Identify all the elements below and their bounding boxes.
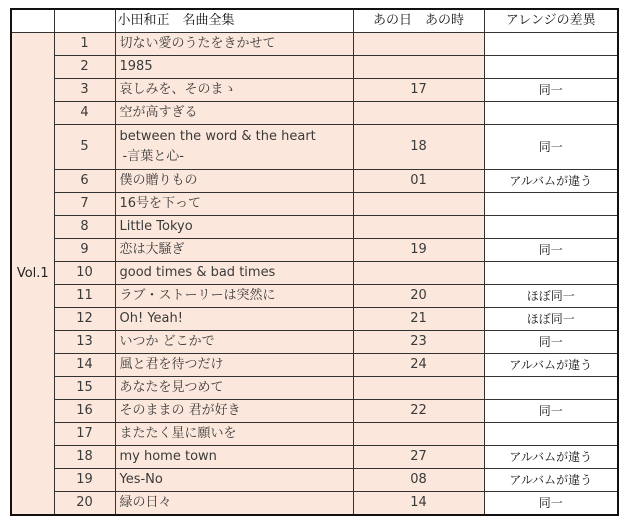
arrange-diff-cell[interactable]: アルバムが違う bbox=[484, 170, 618, 193]
arrange-diff-cell[interactable]: 同一 bbox=[484, 125, 618, 170]
arrange-diff-cell[interactable] bbox=[484, 193, 618, 216]
track-number-cell[interactable]: 8 bbox=[54, 216, 115, 239]
arrange-diff-cell[interactable] bbox=[484, 33, 618, 56]
table-row bbox=[11, 170, 618, 193]
arrange-diff-cell[interactable]: 同一 bbox=[484, 239, 618, 262]
anohi-track-cell[interactable] bbox=[353, 33, 484, 56]
track-number-cell[interactable]: 9 bbox=[54, 239, 115, 262]
arrange-diff-cell[interactable] bbox=[484, 262, 618, 285]
track-number-cell[interactable]: 10 bbox=[54, 262, 115, 285]
table-row bbox=[11, 446, 618, 469]
anohi-track-cell[interactable]: 17 bbox=[353, 79, 484, 102]
anohi-track-cell[interactable] bbox=[353, 377, 484, 400]
table-row bbox=[11, 285, 618, 308]
track-number-cell[interactable]: 12 bbox=[54, 308, 115, 331]
table-row bbox=[11, 79, 618, 102]
song-title-cell[interactable]: 僕の贈りもの bbox=[115, 170, 353, 193]
table-row bbox=[11, 354, 618, 377]
anohi-track-cell[interactable] bbox=[353, 102, 484, 125]
arrange-diff-cell[interactable]: アルバムが違う bbox=[484, 354, 618, 377]
anohi-track-cell[interactable]: 18 bbox=[353, 125, 484, 170]
header-day-column[interactable]: あの日 あの時 bbox=[353, 9, 484, 33]
header-row bbox=[11, 9, 618, 33]
anohi-track-cell[interactable]: 27 bbox=[353, 446, 484, 469]
table-row bbox=[11, 308, 618, 331]
table-row bbox=[11, 125, 618, 170]
track-number-cell[interactable]: 4 bbox=[54, 102, 115, 125]
track-number-cell[interactable]: 20 bbox=[54, 492, 115, 516]
anohi-track-cell[interactable]: 19 bbox=[353, 239, 484, 262]
arrange-diff-cell[interactable] bbox=[484, 377, 618, 400]
anohi-track-cell[interactable]: 22 bbox=[353, 400, 484, 423]
anohi-track-cell[interactable] bbox=[353, 423, 484, 446]
anohi-track-cell[interactable]: 08 bbox=[353, 469, 484, 492]
song-title-cell[interactable]: 緑の日々 bbox=[115, 492, 353, 516]
track-number-cell[interactable]: 19 bbox=[54, 469, 115, 492]
volume-cell[interactable]: Vol.1 bbox=[11, 33, 54, 516]
song-title-cell[interactable]: Little Tokyo bbox=[115, 216, 353, 239]
anohi-track-cell[interactable]: 23 bbox=[353, 331, 484, 354]
song-title-cell[interactable]: 風と君を待つだけ bbox=[115, 354, 353, 377]
song-title-cell[interactable]: 16号を下って bbox=[115, 193, 353, 216]
table-row bbox=[11, 216, 618, 239]
song-title-cell[interactable]: またたく星に願いを bbox=[115, 423, 353, 446]
arrange-diff-cell[interactable]: ほぼ同一 bbox=[484, 308, 618, 331]
anohi-track-cell[interactable]: 01 bbox=[353, 170, 484, 193]
arrange-diff-cell[interactable]: 同一 bbox=[484, 400, 618, 423]
header-blank-cell[interactable] bbox=[54, 9, 115, 33]
arrange-diff-cell[interactable] bbox=[484, 56, 618, 79]
anohi-track-cell[interactable] bbox=[353, 56, 484, 79]
song-title-cell[interactable]: Oh! Yeah! bbox=[115, 308, 353, 331]
song-title-cell[interactable]: 空が高すぎる bbox=[115, 102, 353, 125]
arrange-diff-cell[interactable] bbox=[484, 216, 618, 239]
arrange-diff-cell[interactable]: 同一 bbox=[484, 331, 618, 354]
arrange-diff-cell[interactable]: 同一 bbox=[484, 492, 618, 516]
song-table bbox=[10, 8, 619, 516]
track-number-cell[interactable]: 3 bbox=[54, 79, 115, 102]
arrange-diff-cell[interactable]: アルバムが違う bbox=[484, 446, 618, 469]
table-row bbox=[11, 377, 618, 400]
song-title-cell[interactable]: いつか どこかで bbox=[115, 331, 353, 354]
song-title-cell[interactable]: Yes-No bbox=[115, 469, 353, 492]
arrange-diff-cell[interactable]: アルバムが違う bbox=[484, 469, 618, 492]
table-row bbox=[11, 331, 618, 354]
track-number-cell[interactable]: 18 bbox=[54, 446, 115, 469]
table-row bbox=[11, 239, 618, 262]
anohi-track-cell[interactable]: 14 bbox=[353, 492, 484, 516]
track-number-cell[interactable]: 13 bbox=[54, 331, 115, 354]
header-blank-cell[interactable] bbox=[11, 9, 54, 33]
song-subtitle-line: -言葉と心- bbox=[122, 149, 184, 164]
anohi-track-cell[interactable] bbox=[353, 262, 484, 285]
table-row bbox=[11, 33, 618, 56]
table-row bbox=[11, 262, 618, 285]
table-row bbox=[11, 492, 618, 516]
header-arrange-column[interactable]: アレンジの差異 bbox=[484, 9, 618, 33]
arrange-diff-cell[interactable]: ほぼ同一 bbox=[484, 285, 618, 308]
anohi-track-cell[interactable] bbox=[353, 216, 484, 239]
song-title-cell[interactable]: 哀しみを、そのまゝ bbox=[115, 79, 353, 102]
anohi-track-cell[interactable]: 24 bbox=[353, 354, 484, 377]
arrange-diff-cell[interactable] bbox=[484, 102, 618, 125]
song-title-cell[interactable] bbox=[115, 125, 353, 170]
song-title-cell[interactable]: 1985 bbox=[115, 56, 353, 79]
track-number-cell[interactable]: 16 bbox=[54, 400, 115, 423]
table-row bbox=[11, 423, 618, 446]
song-title-cell[interactable]: あなたを見つめて bbox=[115, 377, 353, 400]
track-number-cell[interactable]: 2 bbox=[54, 56, 115, 79]
table-row bbox=[11, 193, 618, 216]
track-number-cell[interactable]: 5 bbox=[54, 125, 115, 170]
track-number-cell[interactable]: 14 bbox=[54, 354, 115, 377]
track-number-cell[interactable]: 17 bbox=[54, 423, 115, 446]
table-row bbox=[11, 102, 618, 125]
anohi-track-cell[interactable]: 21 bbox=[353, 308, 484, 331]
anohi-track-cell[interactable] bbox=[353, 193, 484, 216]
track-number-cell[interactable]: 1 bbox=[54, 33, 115, 56]
table-row bbox=[11, 400, 618, 423]
song-title-cell[interactable]: my home town bbox=[115, 446, 353, 469]
arrange-diff-cell[interactable]: 同一 bbox=[484, 79, 618, 102]
table-row bbox=[11, 56, 618, 79]
song-title-cell[interactable]: そのままの 君が好き bbox=[115, 400, 353, 423]
track-number-cell[interactable]: 11 bbox=[54, 285, 115, 308]
song-title-cell[interactable]: good times & bad times bbox=[115, 262, 353, 285]
song-title-cell[interactable]: 切ない愛のうたをきかせて bbox=[115, 33, 353, 56]
header-album-title[interactable]: 小田和正 名曲全集 bbox=[115, 9, 353, 33]
track-number-cell[interactable]: 7 bbox=[54, 193, 115, 216]
song-title-cell[interactable]: ラブ・ストーリーは突然に bbox=[115, 285, 353, 308]
arrange-diff-cell[interactable] bbox=[484, 423, 618, 446]
anohi-track-cell[interactable]: 20 bbox=[353, 285, 484, 308]
track-number-cell[interactable]: 15 bbox=[54, 377, 115, 400]
song-title-cell[interactable]: 恋は大騒ぎ bbox=[115, 239, 353, 262]
table-row bbox=[11, 469, 618, 492]
track-number-cell[interactable]: 6 bbox=[54, 170, 115, 193]
song-title-line: between the word & the heart bbox=[119, 129, 316, 144]
